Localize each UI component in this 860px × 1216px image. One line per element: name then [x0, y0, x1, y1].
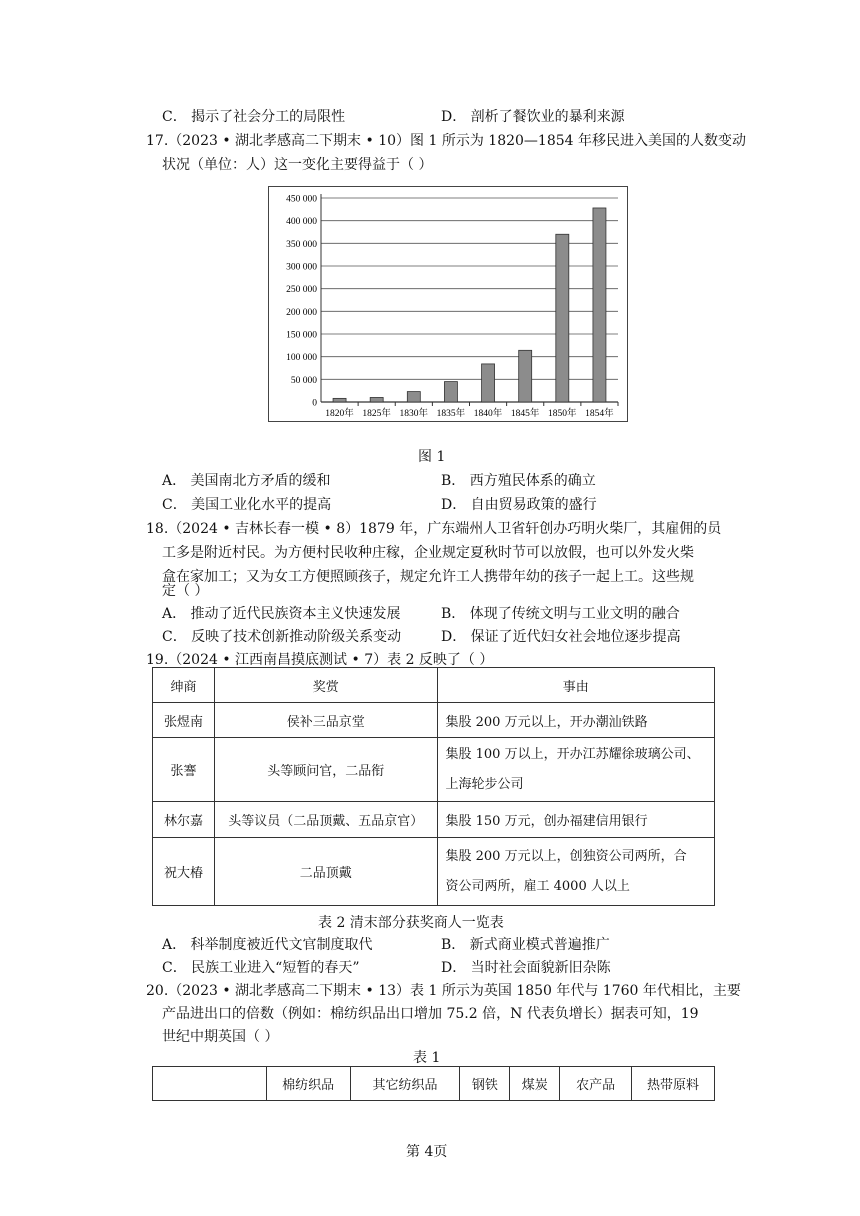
- q18-stem-line1: 18.（2024 • 吉林长春一模 • 8）1879 年，广东端州人卫省轩创办巧明火柴厂，其雇佣的员: [146, 521, 722, 537]
- x-tick-label: 1820年: [325, 409, 354, 419]
- x-tick-label: 1854年: [585, 409, 614, 419]
- q19-cell-name: 林尔嘉: [153, 802, 215, 838]
- y-tick-label: 200 000: [286, 307, 317, 318]
- y-tick-label: 100 000: [286, 353, 317, 364]
- table-row: [153, 802, 715, 838]
- q19-table: [152, 667, 715, 906]
- q19-cell-name: 张謇: [153, 738, 215, 802]
- bar-1825年: [370, 397, 383, 402]
- y-tick-label: 300 000: [286, 262, 317, 273]
- q20-header-agri: 农产品: [560, 1067, 632, 1101]
- q19-cell-reason: 集股 150 万元，创办福建信用银行: [437, 802, 715, 838]
- q19-cell-reason: 集股 200 万元以上，创独资公司两所，合 资公司两所，雇工 4000 人以上: [437, 838, 715, 906]
- q19-option-b: B． 新式商业模式普遍推广: [441, 937, 610, 953]
- x-tick-label: 1845年: [510, 409, 540, 419]
- q19-cell-name: 张煜南: [153, 703, 215, 738]
- q20-table-header-row: [153, 1067, 715, 1101]
- q19-stem-line1: 19.（2024 • 江西南昌摸底测试 • 7）表 2 反映了（ ）: [146, 652, 494, 668]
- x-tick-label: 1840年: [473, 409, 503, 419]
- x-tick-label: 1835年: [436, 409, 466, 419]
- y-tick-label: 50 000: [290, 375, 317, 386]
- q18-option-b: B． 体现了传统文明与工业文明的融合: [441, 606, 680, 622]
- bar-1840年: [482, 364, 495, 402]
- q20-table-caption: 表 1: [413, 1050, 441, 1066]
- y-tick-label: 450 000: [286, 194, 317, 205]
- q17-bar-chart: [268, 186, 628, 422]
- q19-table-header-row: [153, 668, 715, 703]
- q17-option-b: B． 西方殖民体系的确立: [441, 473, 596, 489]
- x-tick-label: 1830年: [399, 409, 429, 419]
- q17-figure-caption: 图 1: [418, 449, 446, 465]
- q18-stem-line3: 盒在家加工；又为女工方便照顾孩子，规定允许工人携带年幼的孩子一起上工。这些规: [162, 569, 694, 585]
- q19-option-c: C． 民族工业进入“短暂的春天”: [162, 960, 360, 976]
- q20-header-steel: 钢铁: [460, 1067, 510, 1101]
- x-tick-label: 1825年: [362, 409, 391, 419]
- q19-cell-name: 祝大椿: [153, 838, 215, 906]
- q17-stem-line2: 状况（单位：人）这一变化主要得益于（ ）: [162, 157, 433, 173]
- bar-1830年: [407, 392, 420, 402]
- y-tick-label: 350 000: [286, 239, 317, 250]
- q19-cell-reason: 集股 200 万元以上，开办潮汕铁路: [437, 703, 715, 738]
- q16-option-c: C． 揭示了社会分工的局限性: [162, 109, 346, 125]
- y-tick-label: 400 000: [286, 217, 317, 228]
- y-tick-label: 150 000: [286, 330, 317, 341]
- bar-1845年: [519, 350, 532, 402]
- q17-option-d: D． 自由贸易政策的盛行: [441, 497, 597, 513]
- q19-table-caption: 表 2 清末部分获奖商人一览表: [318, 915, 504, 931]
- x-tick-label: 1850年: [548, 409, 577, 419]
- q18-stem-line4: 定（ ）: [162, 583, 209, 599]
- q19-header-gentry: 绅商: [153, 668, 215, 703]
- q19-header-award: 奖赏: [214, 668, 437, 703]
- q20-header-tropical: 热带原料: [632, 1067, 715, 1101]
- q19-cell-award: 头等议员（二品顶戴、五品京官）: [214, 802, 437, 838]
- y-tick-label: 250 000: [286, 285, 317, 296]
- bar-1854年: [593, 208, 606, 402]
- bar-1850年: [556, 234, 569, 402]
- table-row: [153, 738, 715, 802]
- page-footer: 第 4页: [406, 1144, 448, 1160]
- q20-header-cotton: 棉纺织品: [266, 1067, 350, 1101]
- q20-table: [152, 1066, 715, 1101]
- q18-option-a: A． 推动了近代民族资本主义快速发展: [162, 606, 401, 622]
- q20-header-other-textiles: 其它纺织品: [350, 1067, 460, 1101]
- q20-stem-line2: 产品进出口的倍数（例如：棉纺织品出口增加 75.2 倍，N 代表负增长）据表可知，19: [162, 1006, 699, 1022]
- q17-option-a: A． 美国南北方矛盾的缓和: [162, 473, 331, 489]
- table-row: [153, 703, 715, 738]
- q19-header-reason: 事由: [437, 668, 715, 703]
- q20-stem-line1: 20.（2023 • 湖北孝感高二下期末 • 13）表 1 所示为英国 1850 年代与 1760 年代相比，主要: [146, 983, 741, 999]
- q17-stem-line1: 17.（2023 • 湖北孝感高二下期末 • 10）图 1 所示为 1820—1854 年移民进入美国的人数变动: [146, 133, 746, 149]
- q18-stem-line2: 工多是附近村民。为方便村民收种庄稼，企业规定夏秋时节可以放假，也可以外发火柴: [162, 545, 694, 561]
- q17-option-c: C． 美国工业化水平的提高: [162, 497, 332, 513]
- q16-option-d: D． 剖析了餐饮业的暴利来源: [441, 109, 625, 125]
- q20-header-coal: 煤炭: [510, 1067, 560, 1101]
- bar-1835年: [444, 382, 457, 402]
- q18-option-d: D． 保证了近代妇女社会地位逐步提高: [441, 629, 681, 645]
- q19-cell-reason: 集股 100 万以上，开办江苏耀徐玻璃公司、 上海轮步公司: [437, 738, 715, 802]
- bar-1820年: [333, 398, 346, 402]
- q19-cell-award: 侯补三品京堂: [214, 703, 437, 738]
- q20-header-blank: [153, 1067, 267, 1101]
- q18-option-c: C． 反映了技术创新推动阶级关系变动: [162, 629, 402, 645]
- table-row: [153, 838, 715, 906]
- q19-option-d: D． 当时社会面貌新旧杂陈: [441, 960, 611, 976]
- q20-stem-line3: 世纪中期英国（ ）: [162, 1029, 279, 1045]
- q19-cell-award: 二品顶戴: [214, 838, 437, 906]
- y-tick-label: 0: [312, 398, 317, 409]
- q19-option-a: A． 科举制度被近代文官制度取代: [162, 937, 373, 953]
- q19-cell-award: 头等顾问官，二品衔: [214, 738, 437, 802]
